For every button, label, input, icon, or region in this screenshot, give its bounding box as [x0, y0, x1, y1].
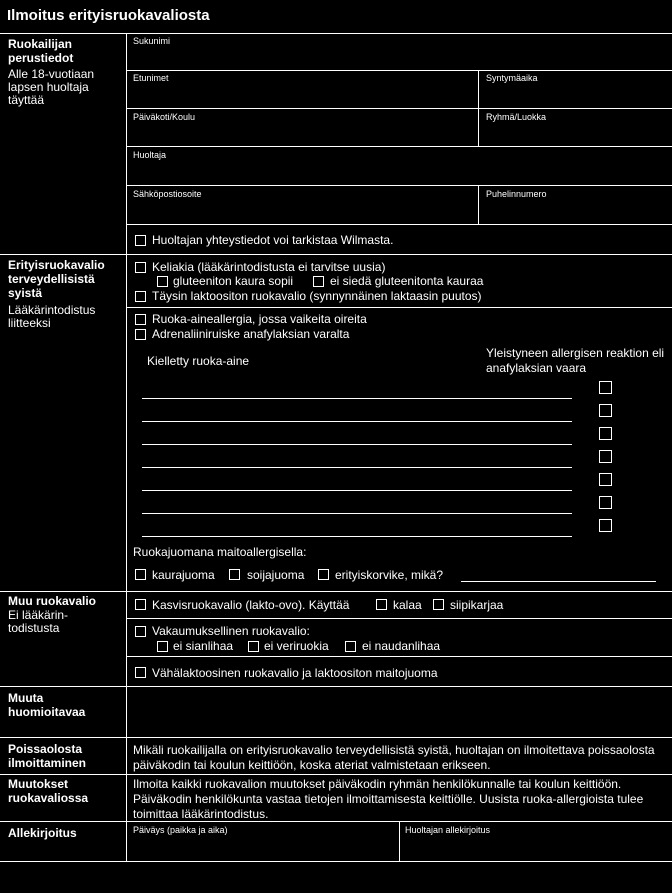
- divider: [126, 185, 672, 186]
- daycare-label: Päiväkoti/Koulu: [133, 112, 196, 122]
- email-label: Sähköpostiosoite: [133, 189, 202, 199]
- section-subtitle-other-diet: Ei lääkärin-todistusta: [8, 608, 69, 635]
- forbidden-food-line[interactable]: [142, 398, 572, 399]
- anaphylaxis-checkbox[interactable]: [599, 381, 612, 394]
- divider: [0, 254, 672, 255]
- phone-label: Puhelinnumero: [486, 189, 547, 199]
- forbidden-food-line[interactable]: [142, 467, 572, 468]
- fish-label: kalaa: [393, 598, 422, 612]
- divider: [0, 861, 672, 862]
- adrenaline-label: Adrenaliiniruiske anafylaksian varalta: [152, 327, 350, 341]
- soy-drink-label: soijajuoma: [247, 568, 305, 582]
- section-subtitle-personal: Alle 18-vuotiaan lapsen huoltaja täyttää: [8, 67, 95, 107]
- no-beef-label: ei naudanlihaa: [362, 639, 441, 653]
- guardian-signature-field[interactable]: [400, 836, 670, 860]
- oat-drink-checkbox[interactable]: [135, 569, 146, 580]
- divider: [0, 821, 672, 822]
- milk-allergy-drink-label: Ruokajuomana maitoallergisella:: [133, 545, 307, 559]
- soy-drink-checkbox[interactable]: [229, 569, 240, 580]
- anaphylaxis-checkbox[interactable]: [599, 427, 612, 440]
- date-place-field[interactable]: [127, 836, 398, 860]
- fish-checkbox[interactable]: [376, 599, 387, 610]
- form-title: Ilmoitus erityisruokavaliosta: [7, 7, 210, 24]
- section-title-other-diet: Muu ruokavalio: [8, 594, 97, 608]
- special-formula-label: erityiskorvike, mikä?: [335, 568, 444, 582]
- forbidden-food-line[interactable]: [142, 421, 572, 422]
- special-formula-checkbox[interactable]: [318, 569, 329, 580]
- anaphylaxis-header: Yleistyneen allergisen reaktion eli anafylaksian vaara: [486, 346, 665, 375]
- oat-drink-label: kaurajuoma: [152, 568, 215, 582]
- section-title-notes: Muuta huomioitavaa: [8, 691, 86, 719]
- forbidden-food-line[interactable]: [142, 536, 572, 537]
- anaphylaxis-checkbox[interactable]: [599, 404, 612, 417]
- divider: [126, 656, 672, 657]
- surname-label: Sukunimi: [133, 36, 171, 46]
- divider: [0, 33, 672, 34]
- low-lactose-checkbox[interactable]: [135, 667, 146, 678]
- lactose-free-label: Täysin laktoositon ruokavalio (synnynnäinen laktaasin puutos): [152, 289, 482, 303]
- celiac-label: Keliakia (lääkärintodistusta ei tarvitse uusia): [152, 260, 386, 274]
- changes-text: Ilmoita kaikki ruokavalion muutokset päiväkodin ryhmän henkilökunnalle tai koulun keittiöön. Päiväkodin henkilökunta vastaa tietojen ilmoittamisesta keittiölle. Uusista ruoka-allergioista tulee toimittaa lääkärintodistus.: [133, 777, 644, 821]
- no-blood-label: ei veriruokia: [264, 639, 329, 653]
- divider: [0, 737, 672, 738]
- low-lactose-label: Vähälaktoosinen ruokavalio ja laktoositon maitojuoma: [152, 666, 438, 680]
- divider: [478, 185, 479, 224]
- divider: [126, 108, 672, 109]
- divider: [0, 774, 672, 775]
- divider: [126, 70, 672, 71]
- section-title-medical: Erityisruokavalio terveydellisistä syistä: [8, 258, 105, 300]
- forbidden-food-line[interactable]: [142, 444, 572, 445]
- guardian-signature-label: Huoltajan allekirjoitus: [405, 825, 491, 835]
- chicken-checkbox[interactable]: [433, 599, 444, 610]
- notes-field[interactable]: [127, 687, 672, 737]
- vegetarian-checkbox[interactable]: [135, 599, 146, 610]
- divider: [126, 307, 672, 308]
- section-title-changes: Muutokset ruokavaliossa: [8, 777, 89, 805]
- gf-oats-ok-checkbox[interactable]: [157, 276, 168, 287]
- forbidden-food-line[interactable]: [142, 513, 572, 514]
- divider: [0, 591, 672, 592]
- section-title-personal: Ruokailijan perustiedot: [8, 37, 74, 65]
- anaphylaxis-checkbox[interactable]: [599, 496, 612, 509]
- no-pork-label: ei sianlihaa: [173, 639, 234, 653]
- no-beef-checkbox[interactable]: [345, 641, 356, 652]
- special-formula-line[interactable]: [461, 581, 656, 582]
- section-title-absence: Poissaolosta ilmoittaminen: [8, 742, 87, 770]
- gf-oats-no-label: ei siedä gluteenitonta kauraa: [330, 274, 484, 288]
- divider: [126, 224, 672, 225]
- celiac-checkbox[interactable]: [135, 262, 146, 273]
- guardian-label: Huoltaja: [133, 150, 167, 160]
- divider: [478, 108, 479, 146]
- lactose-free-checkbox[interactable]: [135, 291, 146, 302]
- wilma-label: Huoltajan yhteystiedot voi tarkistaa Wilmasta.: [152, 233, 394, 247]
- chicken-label: siipikarjaa: [450, 598, 504, 612]
- date-place-label: Päiväys (paikka ja aika): [133, 825, 228, 835]
- food-allergy-label: Ruoka-aineallergia, jossa vaikeita oireita: [152, 312, 367, 326]
- forbidden-food-header: Kielletty ruoka-aine: [147, 354, 250, 368]
- forbidden-food-line[interactable]: [142, 490, 572, 491]
- birthdate-label: Syntymäaika: [486, 73, 538, 83]
- vegetarian-label: Kasvisruokavalio (lakto-ovo). Käyttää: [152, 598, 350, 612]
- absence-text: Mikäli ruokailijalla on erityisruokavalio terveydellisistä syistä, huoltajan on ilmoitettava poissaolosta päiväkodin tai koulun keittiöön, koska ateriat valmistetaan erikseen.: [133, 743, 655, 772]
- section-subtitle-medical: Lääkärintodistus liitteeksi: [8, 303, 96, 330]
- divider: [478, 70, 479, 108]
- no-pork-checkbox[interactable]: [157, 641, 168, 652]
- religious-checkbox[interactable]: [135, 626, 146, 637]
- divider: [126, 146, 672, 147]
- wilma-checkbox[interactable]: [135, 235, 146, 246]
- group-label: Ryhmä/Luokka: [486, 112, 547, 122]
- divider: [126, 618, 672, 619]
- firstnames-label: Etunimet: [133, 73, 169, 83]
- anaphylaxis-checkbox[interactable]: [599, 473, 612, 486]
- adrenaline-checkbox[interactable]: [135, 329, 146, 340]
- gf-oats-no-checkbox[interactable]: [313, 276, 324, 287]
- section-title-signature: Allekirjoitus: [8, 826, 77, 840]
- no-blood-checkbox[interactable]: [248, 641, 259, 652]
- religious-label: Vakaumuksellinen ruokavalio:: [152, 624, 310, 638]
- anaphylaxis-checkbox[interactable]: [599, 450, 612, 463]
- anaphylaxis-checkbox[interactable]: [599, 519, 612, 532]
- food-allergy-checkbox[interactable]: [135, 314, 146, 325]
- gf-oats-ok-label: gluteeniton kaura sopii: [173, 274, 294, 288]
